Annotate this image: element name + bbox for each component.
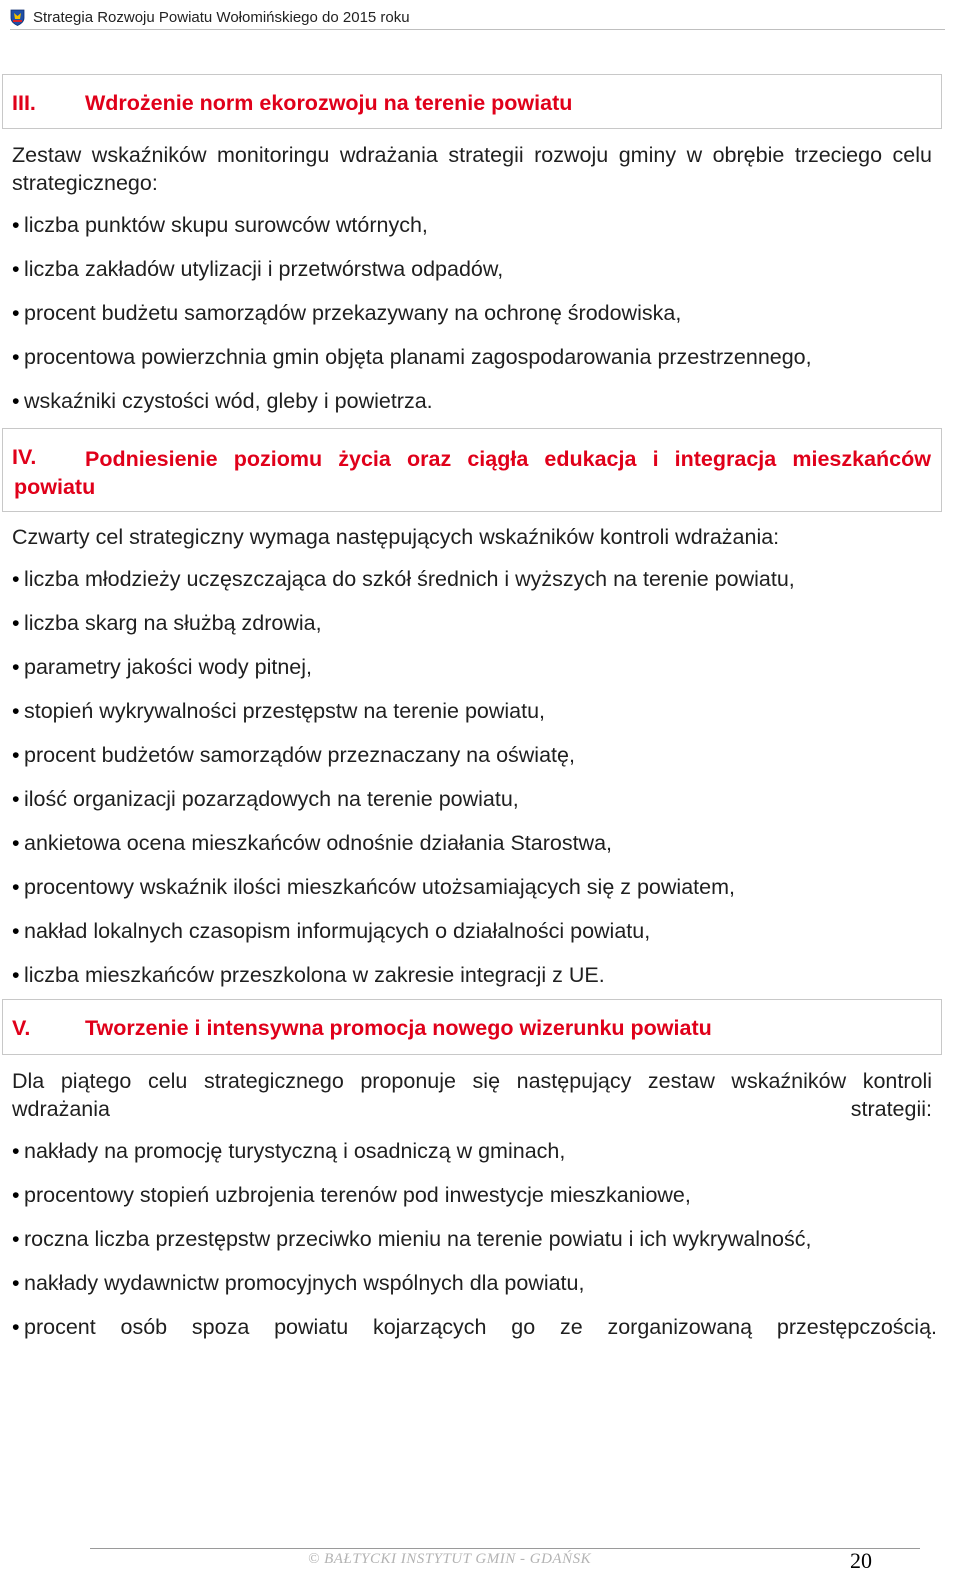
section-title: Wdrożenie norm ekorozwoju na terenie powiatu bbox=[85, 91, 573, 115]
list-item: • ankietowa ocena mieszkańców odnośnie działania Starostwa, bbox=[12, 829, 937, 873]
section-title: Podniesienie poziomu życia oraz ciągła edukacja i integracja mieszkańców powiatu bbox=[14, 447, 931, 499]
list-item: • liczba skarg na służbą zdrowia, bbox=[12, 609, 937, 653]
list-item: • procent budżetu samorządów przekazywany na ochronę środowiska, bbox=[12, 299, 937, 343]
list-item: • stopień wykrywalności przestępstw na terenie powiatu, bbox=[12, 697, 937, 741]
coat-of-arms-icon bbox=[10, 9, 25, 26]
list-item: • procentowa powierzchnia gmin objęta planami zagospodarowania przestrzennego, bbox=[12, 343, 937, 387]
list-item: • parametry jakości wody pitnej, bbox=[12, 653, 937, 697]
list-item: • procentowy stopień uzbrojenia terenów pod inwestycje mieszkaniowe, bbox=[12, 1181, 937, 1225]
indicator-list-v bbox=[12, 1137, 937, 1357]
list-item: • liczba punktów skupu surowców wtórnych, bbox=[12, 211, 937, 255]
section-intro: Dla piątego celu strategicznego proponuje się następujący zestaw wskaźników kontroli wdrażania strategii: bbox=[12, 1069, 932, 1121]
section-heading-iii bbox=[2, 74, 942, 129]
section-title: Tworzenie i intensywna promocja nowego wizerunku powiatu bbox=[85, 1016, 712, 1040]
list-item: • nakłady wydawnictw promocyjnych wspólnych dla powiatu, bbox=[12, 1269, 937, 1313]
page-header bbox=[10, 5, 945, 30]
list-item: • wskaźniki czystości wód, gleby i powietrza. bbox=[12, 387, 937, 431]
section-heading-iv bbox=[2, 428, 942, 512]
section-heading-v bbox=[2, 999, 942, 1055]
section-number: III. bbox=[12, 91, 36, 115]
list-item: • liczba młodzieży uczęszczająca do szkół średnich i wyższych na terenie powiatu, bbox=[12, 565, 937, 609]
indicator-list-iii bbox=[12, 211, 937, 431]
footer-text: © BAŁTYCKI INSTYTUT GMIN - GDAŃSK bbox=[308, 1551, 592, 1567]
list-item: • procent osób spoza powiatu kojarzących go ze zorganizowaną przestępczością. bbox=[12, 1313, 937, 1357]
section-intro: Czwarty cel strategiczny wymaga następujących wskaźników kontroli wdrażania: bbox=[12, 525, 780, 549]
page-number: 20 bbox=[850, 1548, 872, 1573]
footer-rule bbox=[90, 1548, 920, 1549]
section-number: V. bbox=[12, 1016, 31, 1040]
indicator-list-iv bbox=[12, 565, 937, 1005]
list-item: • procentowy wskaźnik ilości mieszkańców utożsamiających się z powiatem, bbox=[12, 873, 937, 917]
list-item: • roczna liczba przestępstw przeciwko mieniu na terenie powiatu i ich wykrywalność, bbox=[12, 1225, 937, 1269]
section-intro: Zestaw wskaźników monitoringu wdrażania strategii rozwoju gminy w obrębie trzeciego celu strategicznego: bbox=[12, 143, 932, 195]
list-item: • ilość organizacji pozarządowych na terenie powiatu, bbox=[12, 785, 937, 829]
header-title: Strategia Rozwoju Powiatu Wołomińskiego do 2015 roku bbox=[33, 8, 410, 26]
list-item: • procent budżetów samorządów przeznaczany na oświatę, bbox=[12, 741, 937, 785]
list-item: • liczba mieszkańców przeszkolona w zakresie integracji z UE. bbox=[12, 961, 937, 1005]
list-item: • liczba zakładów utylizacji i przetwórstwa odpadów, bbox=[12, 255, 937, 299]
list-item: • nakłady na promocję turystyczną i osadniczą w gminach, bbox=[12, 1137, 937, 1181]
section-number: IV. bbox=[12, 445, 37, 469]
list-item: • nakład lokalnych czasopism informujących o działalności powiatu, bbox=[12, 917, 937, 961]
